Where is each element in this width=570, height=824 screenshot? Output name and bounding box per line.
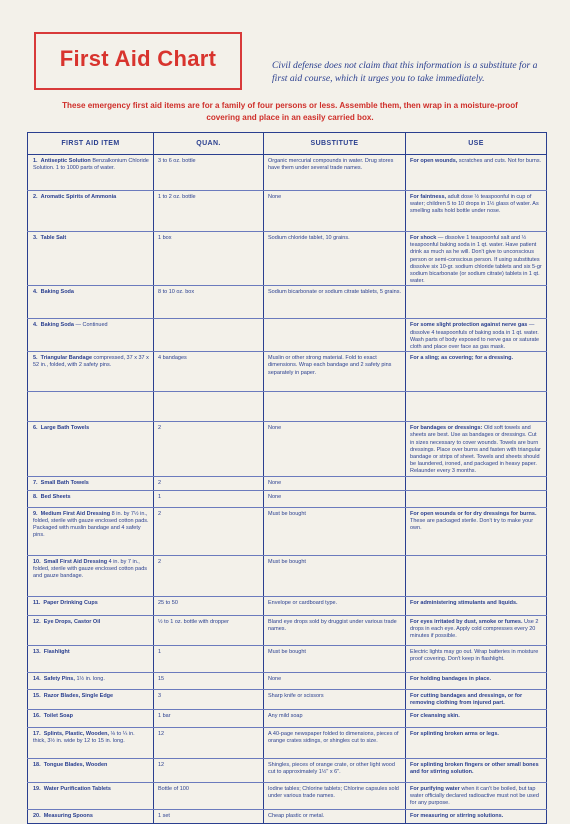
item-number: 18. — [33, 761, 41, 768]
item-cell — [28, 352, 154, 392]
intro-text: These emergency first aid items are for a family of four persons or less. Assemble them, then wrap in a moisture-proof covering and place in an easily carried box. — [62, 101, 518, 122]
item-name: Toilet Soap — [43, 712, 73, 719]
first-aid-table — [27, 132, 547, 824]
substitute-cell: Sodium chloride tablet, 10 grains. — [264, 232, 406, 286]
item-cell — [28, 596, 154, 615]
table-gap-row — [28, 392, 547, 422]
item-name: Splints, Plastic, Wooden, — [43, 730, 110, 737]
use-cell — [406, 758, 547, 782]
col-header-item: FIRST AID ITEM — [28, 133, 154, 155]
item-cell — [28, 689, 154, 709]
quantity-cell: 25 to 50 — [154, 596, 264, 615]
item-name: Antiseptic Solution — [40, 158, 91, 164]
use-cell — [406, 555, 547, 596]
table-row — [28, 476, 547, 490]
item-detail: 1½ in. long. — [76, 675, 105, 682]
quantity-cell — [154, 319, 264, 352]
table-row — [28, 615, 547, 645]
table-row — [28, 319, 547, 352]
item-cell — [28, 645, 154, 672]
use-cell — [406, 476, 547, 490]
table-row — [28, 809, 547, 823]
quantity-cell: 2 — [154, 507, 264, 555]
item-cell — [28, 422, 154, 476]
item-number: 4. — [33, 289, 38, 296]
substitute-cell: Iodine tables; Chlorine tablets; Chlorine capsules sold under various trade names. — [264, 782, 406, 809]
use-cell — [406, 490, 547, 507]
item-detail: compressed, 37 x 37 x 52 in., folded, with 2 safety pins. — [33, 355, 149, 369]
item-name: Table Salt — [40, 235, 67, 241]
item-cell — [28, 191, 154, 232]
use-cell — [406, 645, 547, 672]
substitute-cell: Cheap plastic or metal. — [264, 809, 406, 823]
item-name: Bed Sheets — [40, 493, 71, 500]
title-box — [34, 32, 242, 90]
quantity-cell: 3 to 6 oz. bottle — [154, 155, 264, 191]
gap-cell — [154, 392, 264, 422]
substitute-cell: Muslin or other strong material. Fold to exact dimensions. Wrap each bandage and 2 safety pins separately in paper. — [264, 352, 406, 392]
item-number: 20. — [33, 812, 41, 819]
use-cell — [406, 286, 547, 319]
quantity-cell: 1 bar — [154, 709, 264, 727]
item-cell — [28, 758, 154, 782]
use-heading: For faintness, — [410, 194, 447, 200]
gap-cell — [406, 392, 547, 422]
quantity-cell: 2 — [154, 476, 264, 490]
item-name: Water Purification Tablets — [43, 785, 111, 792]
item-number: 7. — [33, 479, 38, 486]
item-number: 9. — [33, 510, 38, 517]
substitute-cell: None — [264, 422, 406, 476]
item-name: Medium First Aid Dressing — [40, 510, 111, 517]
table-row — [28, 672, 547, 689]
use-heading: For bandages or dressings: — [410, 425, 483, 432]
item-number: 3. — [33, 235, 38, 241]
item-cell — [28, 709, 154, 727]
quantity-cell: ½ to 1 oz. bottle with dropper — [154, 615, 264, 645]
use-cell — [406, 422, 547, 476]
item-name: Safety Pins, — [43, 675, 75, 682]
col-header-substitute: SUBSTITUTE — [264, 133, 406, 155]
item-cell — [28, 672, 154, 689]
substitute-cell: Organic mercurial compounds in water. Drug stores have them under several trade names. — [264, 155, 406, 191]
item-cell — [28, 155, 154, 191]
item-name: Eye Drops, Castor Oil — [43, 618, 101, 625]
item-detail: Benzalkonium Chloride Solution. 1 to 1000 parts of water. — [33, 158, 149, 172]
quantity-cell: 3 — [154, 689, 264, 709]
use-text: when it can't be boiled, but tap water officially declared radioactive must not be used for any purpose. — [410, 785, 539, 807]
table-row — [28, 758, 547, 782]
substitute-cell: None — [264, 191, 406, 232]
substitute-cell — [264, 319, 406, 352]
use-heading: For some slight protection against nerve gas — [410, 322, 528, 329]
item-number: 5. — [33, 355, 38, 362]
gap-cell — [264, 392, 406, 422]
use-text: scratches and cuts. Not for burns. — [458, 158, 542, 164]
table-row — [28, 352, 547, 392]
use-text: — dissolve 4 teaspoonfuls of baking soda in 1 qt. water. Wash parts of body exposed to nerve gas or saturate cloth and place over face as gas mask. — [410, 322, 540, 351]
col-header-use: USE — [406, 133, 547, 155]
item-number: 16. — [33, 712, 41, 719]
item-name: Baking Soda — [40, 289, 74, 296]
substitute-cell: Shingles, pieces of orange crate, or other light wood cut to approximately 1½" x 6". — [264, 758, 406, 782]
use-heading: For cleansing skin. — [410, 712, 460, 719]
table-row — [28, 286, 547, 319]
item-cell — [28, 555, 154, 596]
substitute-cell: Envelope or cardboard type. — [264, 596, 406, 615]
item-name: Flashlight — [43, 648, 70, 655]
use-cell — [406, 672, 547, 689]
item-cell — [28, 507, 154, 555]
item-number: 15. — [33, 692, 41, 699]
substitute-cell: Sodium bicarbonate or sodium citrate tablets, 5 grains. — [264, 286, 406, 319]
item-cell — [28, 782, 154, 809]
use-cell — [406, 155, 547, 191]
item-name: Tongue Blades, Wooden — [43, 761, 108, 768]
table-row — [28, 689, 547, 709]
item-detail: ⅛ to ¼ in. thick, 3½ in. wide by 12 to 15 in. long. — [33, 730, 135, 744]
item-number: 19. — [33, 785, 41, 792]
substitute-cell: Any mild soap — [264, 709, 406, 727]
table-row — [28, 155, 547, 191]
quantity-cell: 12 — [154, 758, 264, 782]
use-heading: For splinting broken arms or legs. — [410, 730, 499, 737]
use-cell — [406, 507, 547, 555]
item-cell — [28, 727, 154, 758]
quantity-cell: 1 — [154, 645, 264, 672]
substitute-cell: Sharp knife or scissors — [264, 689, 406, 709]
item-number: 11. — [33, 599, 41, 606]
table-row — [28, 507, 547, 555]
substitute-cell: Must be bought — [264, 507, 406, 555]
use-text: — dissolve 1 teaspoonful salt and ½ teaspoonful baking soda in 1 qt. water. Have patient drink as much as he will. Don't give to unconscious person or semi-conscious person. If using substitutes dissolve six 10-gr. sodium chloride tablets and six 5-gr sodium bicarbonate (or sodium citrate) tablets in 1 qt. water. — [410, 235, 542, 285]
item-number: 10. — [33, 558, 41, 565]
quantity-cell: 1 set — [154, 809, 264, 823]
item-cell — [28, 319, 154, 352]
item-number: 12. — [33, 618, 41, 625]
item-detail: — Continued — [75, 322, 108, 329]
table-row — [28, 191, 547, 232]
item-name: Baking Soda — [40, 322, 74, 329]
item-cell — [28, 615, 154, 645]
substitute-cell: Bland eye drops sold by druggist under various trade names. — [264, 615, 406, 645]
use-heading: For purifying water — [410, 785, 460, 792]
item-name: Razor Blades, Single Edge — [43, 692, 114, 699]
substitute-cell: None — [264, 476, 406, 490]
table-row — [28, 422, 547, 476]
use-heading: For splinting broken fingers or other small bones and for stirring solution. — [410, 761, 539, 775]
substitute-cell: None — [264, 672, 406, 689]
use-text: Electric lights may go out. Wrap batteries in moisture proof covering. Don't keep in flashlight. — [410, 648, 539, 662]
use-cell — [406, 191, 547, 232]
use-heading: For holding bandages in place. — [410, 675, 491, 682]
use-cell — [406, 709, 547, 727]
item-name: Measuring Spoons — [43, 812, 93, 819]
item-name: Small First Aid Dressing — [43, 558, 108, 565]
item-number: 6. — [33, 425, 38, 432]
quantity-cell: 15 — [154, 672, 264, 689]
use-text: Old soft towels and sheets are best. Use as bandages or dressings. Cut in sizes necessary to cover wounds. Towels are burn dressings. Place over burns and fasten with triangular bandage or strips of sheet. Towels and sheets should be laundered, ironed, and packaged in heavy paper. Relaunder every 3 months. — [410, 425, 541, 475]
quantity-cell: 1 to 2 oz. bottle — [154, 191, 264, 232]
use-cell — [406, 689, 547, 709]
item-cell — [28, 286, 154, 319]
item-number: 4. — [33, 322, 38, 329]
use-text: adult dose ½ teaspoonful in cup of water; children 5 to 10 drops in 1½ glass of water. As smelling salts hold bottle under nose. — [410, 194, 539, 215]
table-row — [28, 596, 547, 615]
table-row — [28, 490, 547, 507]
item-number: 8. — [33, 493, 38, 500]
item-cell — [28, 809, 154, 823]
item-number: 17. — [33, 730, 41, 737]
quantity-cell: 1 — [154, 490, 264, 507]
table-header — [28, 133, 547, 155]
use-cell — [406, 727, 547, 758]
use-cell — [406, 615, 547, 645]
quantity-cell: 1 box — [154, 232, 264, 286]
use-cell — [406, 232, 547, 286]
item-cell — [28, 232, 154, 286]
table-row — [28, 645, 547, 672]
item-name: Triangular Bandage — [40, 355, 93, 362]
disclaimer: Civil defense does not claim that this information is a substitute for a first aid course, which it urges you to take immediately. — [272, 60, 538, 84]
col-header-quan: QUAN. — [154, 133, 264, 155]
substitute-cell: None — [264, 490, 406, 507]
use-cell — [406, 596, 547, 615]
item-number: 1. — [33, 158, 38, 164]
use-cell — [406, 319, 547, 352]
use-text: These are packaged sterile. Don't try to make your own. — [410, 517, 534, 532]
gap-cell — [28, 392, 154, 422]
item-number: 13. — [33, 648, 41, 655]
use-heading: For open wounds or for dry dressings for burns. — [410, 510, 537, 517]
quantity-cell: 4 bandages — [154, 352, 264, 392]
quantity-cell: 12 — [154, 727, 264, 758]
use-heading: For cutting bandages and dressings, or for removing clothing from injured part. — [410, 692, 523, 706]
quantity-cell: 8 to 10 oz. box — [154, 286, 264, 319]
use-cell — [406, 352, 547, 392]
use-cell — [406, 782, 547, 809]
substitute-cell: Must be bought — [264, 555, 406, 596]
item-detail: 8 in. by 7½ in., folded, sterile with gauze enclosed cotton pads. Packaged with muslin bandage and 4 safety pins. — [33, 510, 149, 539]
quantity-cell: 2 — [154, 422, 264, 476]
item-name: Paper Drinking Cups — [43, 599, 98, 606]
item-detail: 4 in. by 7 in., folded, sterile with gauze enclosed cotton pads and gauze bandage. — [33, 558, 148, 580]
item-number: 14. — [33, 675, 41, 682]
use-heading: For shock — [410, 235, 437, 241]
table-row — [28, 727, 547, 758]
quantity-cell: 2 — [154, 555, 264, 596]
page-title: First Aid Chart — [59, 46, 217, 71]
use-heading: For measuring or stirring solutions. — [410, 812, 504, 819]
substitute-cell: Must be bought — [264, 645, 406, 672]
table-row — [28, 709, 547, 727]
item-cell — [28, 490, 154, 507]
use-heading: For a sling; as covering; for a dressing. — [410, 355, 513, 362]
item-name: Aromatic Spirits of Ammonia — [40, 194, 117, 200]
item-name: Large Bath Towels — [40, 425, 90, 432]
use-cell — [406, 809, 547, 823]
quantity-cell: Bottle of 100 — [154, 782, 264, 809]
use-heading: For open wounds, — [410, 158, 458, 164]
item-cell — [28, 476, 154, 490]
use-text: Use 2 drops in each eye. Apply cold compresses every 20 minutes if possible. — [410, 618, 539, 640]
table-row — [28, 782, 547, 809]
use-heading: For eyes irritated by dust, smoke or fumes. — [410, 618, 523, 625]
item-number: 2. — [33, 194, 38, 200]
table-row — [28, 555, 547, 596]
table-row — [28, 232, 547, 286]
item-name: Small Bath Towels — [40, 479, 89, 486]
use-heading: For administering stimulants and liquids. — [410, 599, 518, 606]
substitute-cell: A 40-page newspaper folded to dimensions, pieces of orange crates sidings, or shingles cut to size. — [264, 727, 406, 758]
